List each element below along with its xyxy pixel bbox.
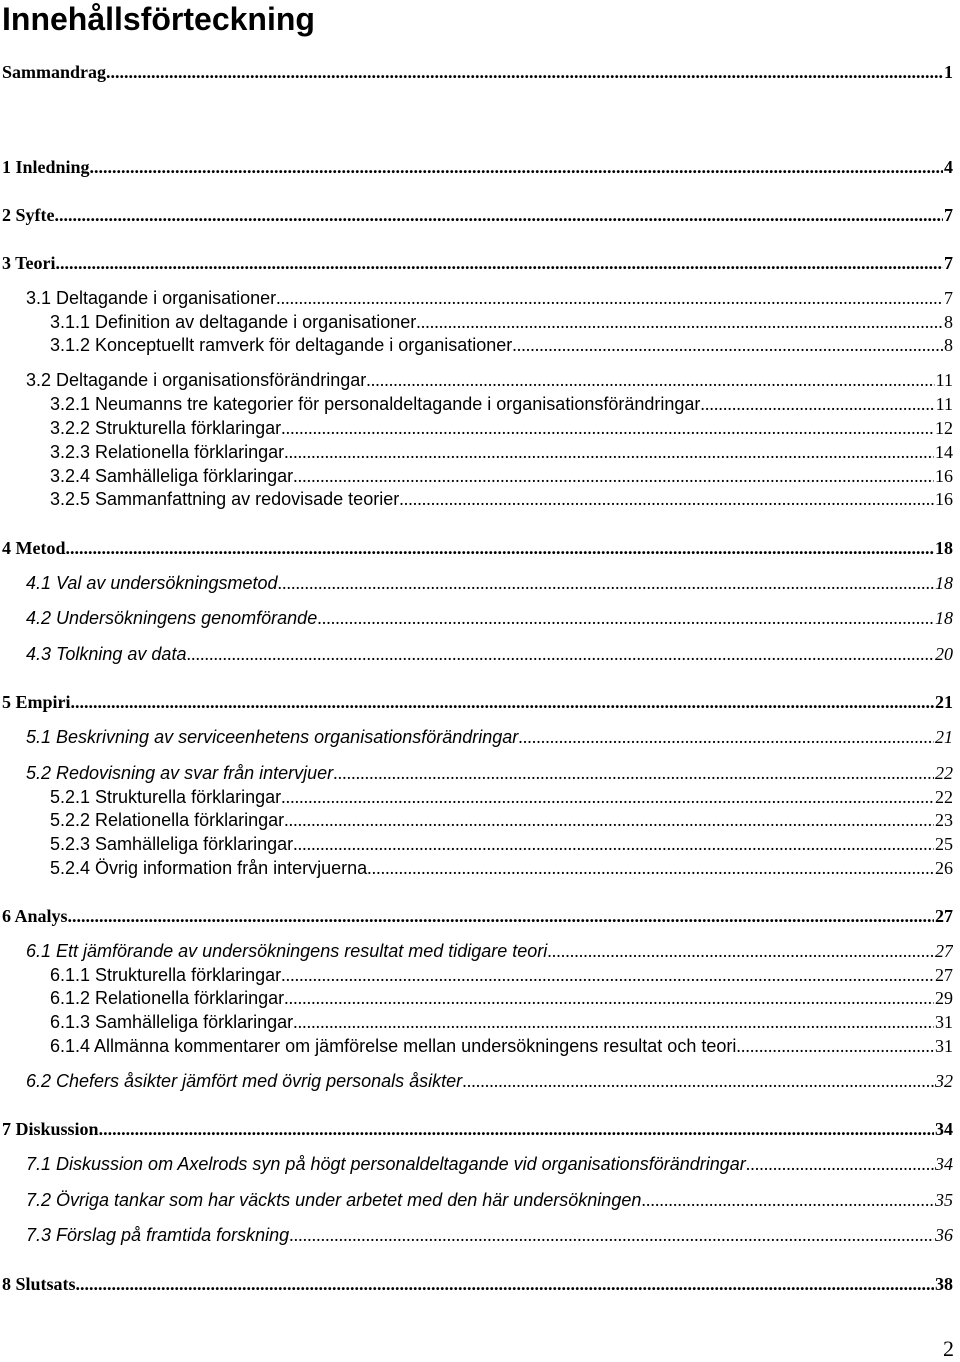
toc-entry-label: 5.2 Redovisning av svar från intervjuer xyxy=(26,763,334,783)
toc-entry[interactable] xyxy=(26,643,953,665)
toc-entry-page: 11 xyxy=(935,394,953,414)
toc-entry-page: 18 xyxy=(935,608,953,628)
toc-entry-label: 2 Syfte xyxy=(2,205,55,225)
toc-entry-page: 1 xyxy=(944,62,953,82)
toc-entry[interactable] xyxy=(26,369,953,391)
toc-entry-label: 3 Teori xyxy=(2,253,56,273)
toc-entry-label: 7 Diskussion xyxy=(2,1119,99,1139)
toc-entry-label: 4.1 Val av undersökningsmetod xyxy=(26,573,278,593)
toc-entry[interactable] xyxy=(26,1189,953,1211)
toc-leader-dots xyxy=(736,1035,934,1057)
toc-entry[interactable] xyxy=(50,1011,953,1033)
toc-entry-label: 3.2 Deltagande i organisationsförändringar xyxy=(26,370,367,390)
toc-entry-label: 5.2.1 Strukturella förklaringar xyxy=(50,787,282,807)
toc-entry[interactable] xyxy=(26,1224,953,1246)
toc-entry[interactable] xyxy=(2,1273,953,1295)
toc-entry[interactable] xyxy=(26,607,953,629)
toc-entry-page: 34 xyxy=(935,1154,953,1174)
toc-entry[interactable] xyxy=(50,465,953,487)
toc-entry-label: 5 Empiri xyxy=(2,692,71,712)
toc-entry-page: 21 xyxy=(935,727,953,747)
toc-entry-label: 3.2.2 Strukturella förklaringar xyxy=(50,418,282,438)
toc-entry[interactable] xyxy=(26,726,953,748)
toc-leader-dots xyxy=(512,334,943,356)
toc-entry[interactable] xyxy=(26,287,953,309)
toc-leader-dots xyxy=(293,465,934,487)
toc-entry[interactable] xyxy=(50,417,953,439)
toc-entry[interactable] xyxy=(50,809,953,831)
toc-leader-dots xyxy=(293,1011,934,1033)
toc-leader-dots xyxy=(56,252,943,274)
toc-entry-label: Sammandrag xyxy=(2,62,107,82)
toc-entry[interactable] xyxy=(26,762,953,784)
toc-entry-page: 38 xyxy=(935,1274,953,1294)
toc-entry-label: 6.1.2 Relationella förklaringar xyxy=(50,988,285,1008)
toc-leader-dots xyxy=(186,643,934,665)
toc-leader-dots xyxy=(746,1153,934,1175)
toc-leader-dots xyxy=(289,1224,934,1246)
toc-leader-dots xyxy=(281,786,934,808)
toc-leader-dots xyxy=(293,833,934,855)
toc-entry-page: 7 xyxy=(944,205,953,225)
toc-leader-dots xyxy=(106,61,943,83)
toc-entry-label: 6.1 Ett jämförande av undersökningens resultat med tidigare teori xyxy=(26,941,548,961)
toc-entry[interactable] xyxy=(2,204,953,226)
toc-entry[interactable] xyxy=(2,156,953,178)
toc-leader-dots xyxy=(55,204,944,226)
toc-entry[interactable] xyxy=(50,441,953,463)
toc-entry-label: 3.2.5 Sammanfattning av redovisade teorier xyxy=(50,489,400,509)
toc-entry-page: 8 xyxy=(944,335,953,355)
toc-leader-dots xyxy=(90,156,943,178)
toc-leader-dots xyxy=(68,905,934,927)
toc-entry-label: 3.2.3 Relationella förklaringar xyxy=(50,442,285,462)
toc-entry-label: 7.2 Övriga tankar som har väckts under arbetet med den här undersökningen xyxy=(26,1190,642,1210)
toc-leader-dots xyxy=(284,809,934,831)
toc-entry-label: 6.1.3 Samhälleliga förklaringar xyxy=(50,1012,294,1032)
toc-entry-page: 36 xyxy=(935,1225,953,1245)
toc-entry-page: 16 xyxy=(935,466,953,486)
toc-entry[interactable] xyxy=(50,1035,953,1057)
toc-entry-page: 20 xyxy=(935,644,953,664)
toc-entry-label: 1 Inledning xyxy=(2,157,90,177)
toc-entry-label: 6.2 Chefers åsikter jämfört med övrig personals åsikter xyxy=(26,1071,463,1091)
toc-entry-page: 22 xyxy=(935,787,953,807)
toc-entry-page: 26 xyxy=(935,858,953,878)
toc-entry-page: 16 xyxy=(935,489,953,509)
toc-leader-dots xyxy=(284,441,934,463)
toc-leader-dots xyxy=(276,287,943,309)
toc-entry[interactable] xyxy=(50,964,953,986)
toc-entry-label: 5.2.2 Relationella förklaringar xyxy=(50,810,285,830)
toc-entry[interactable] xyxy=(50,488,953,510)
toc-entry-page: 27 xyxy=(935,941,953,961)
toc-entry-page: 23 xyxy=(935,810,953,830)
toc-leader-dots xyxy=(76,1273,934,1295)
toc-entry[interactable] xyxy=(50,334,953,356)
toc-entry[interactable] xyxy=(26,572,953,594)
toc-entry[interactable] xyxy=(50,393,953,415)
toc-entry[interactable] xyxy=(50,857,953,879)
toc-entry-page: 8 xyxy=(944,312,953,332)
toc-entry[interactable] xyxy=(50,833,953,855)
toc-leader-dots xyxy=(317,607,934,629)
toc-leader-dots xyxy=(641,1189,934,1211)
toc-leader-dots xyxy=(281,964,934,986)
toc-entry-page: 21 xyxy=(935,692,953,712)
toc-entry-page: 27 xyxy=(935,906,953,926)
toc-entry-page: 7 xyxy=(944,288,953,308)
toc-entry-page: 34 xyxy=(935,1119,953,1139)
toc-entry-page: 31 xyxy=(935,1036,953,1056)
toc-leader-dots xyxy=(547,940,934,962)
toc-entry[interactable] xyxy=(2,691,953,713)
toc-leader-dots xyxy=(367,857,934,879)
toc-entry-label: 5.2.4 Övrig information från intervjuerna xyxy=(50,858,368,878)
toc-entry[interactable] xyxy=(2,252,953,274)
toc-entry[interactable] xyxy=(2,61,953,83)
toc-entry-label: 5.1 Beskrivning av serviceenhetens organisationsförändringar xyxy=(26,727,519,747)
toc-entry-page: 14 xyxy=(935,442,953,462)
toc-entry-label: 7.1 Diskussion om Axelrods syn på högt personaldeltagande vid organisationsförändringar xyxy=(26,1154,746,1174)
toc-entry[interactable] xyxy=(50,987,953,1009)
toc-entry-label: 3.2.1 Neumanns tre kategorier för personaldeltagande i organisationsförändringar xyxy=(50,394,701,414)
toc-entry-label: 3.1.1 Definition av deltagande i organisationer xyxy=(50,312,417,332)
toc-entry-label: 6.1.4 Allmänna kommentarer om jämförelse mellan undersökningens resultat och teori xyxy=(50,1036,737,1056)
toc-entry[interactable] xyxy=(50,786,953,808)
toc-leader-dots xyxy=(399,488,934,510)
toc-leader-dots xyxy=(700,393,934,415)
toc-entry[interactable] xyxy=(2,905,953,927)
toc-entry-page: 27 xyxy=(935,965,953,985)
toc-entry-label: 4 Metod xyxy=(2,538,66,558)
toc-entry-page: 4 xyxy=(944,157,953,177)
toc-leader-dots xyxy=(65,537,934,559)
toc-entry-page: 18 xyxy=(935,573,953,593)
toc-leader-dots xyxy=(71,691,934,713)
toc-entry-page: 18 xyxy=(935,538,953,558)
toc-leader-dots xyxy=(462,1070,934,1092)
page-title: Innehållsförteckning xyxy=(2,1,315,37)
toc-entry-page: 7 xyxy=(944,253,953,273)
toc-entry-page: 32 xyxy=(935,1071,953,1091)
page-number: 2 xyxy=(943,1336,954,1361)
toc-leader-dots xyxy=(278,572,935,594)
toc-entry[interactable] xyxy=(50,311,953,333)
toc-entry-label: 7.3 Förslag på framtida forskning xyxy=(26,1225,290,1245)
toc-entry-page: 35 xyxy=(935,1190,953,1210)
toc-entry[interactable] xyxy=(26,940,953,962)
toc-leader-dots xyxy=(333,762,934,784)
toc-entry-label: 5.2.3 Samhälleliga förklaringar xyxy=(50,834,294,854)
toc-entry-page: 11 xyxy=(935,370,953,390)
toc-entry-page: 31 xyxy=(935,1012,953,1032)
toc-leader-dots xyxy=(281,417,934,439)
toc-leader-dots xyxy=(518,726,934,748)
toc-entry[interactable] xyxy=(26,1070,953,1092)
toc-entry[interactable] xyxy=(2,1118,953,1140)
toc-entry-page: 22 xyxy=(935,763,953,783)
toc-entry-label: 4.2 Undersökningens genomförande xyxy=(26,608,318,628)
toc-entry[interactable] xyxy=(2,537,953,559)
toc-entry-page: 12 xyxy=(935,418,953,438)
toc-entry-label: 3.1.2 Konceptuellt ramverk för deltagande i organisationer xyxy=(50,335,513,355)
toc-leader-dots xyxy=(366,369,934,391)
toc-entry-page: 29 xyxy=(935,988,953,1008)
toc-entry-label: 4.3 Tolkning av data xyxy=(26,644,187,664)
toc-entry-label: 6 Analys xyxy=(2,906,68,926)
toc-leader-dots xyxy=(284,987,934,1009)
toc-entry-label: 8 Slutsats xyxy=(2,1274,76,1294)
toc-entry[interactable] xyxy=(26,1153,953,1175)
toc-leader-dots xyxy=(416,311,943,333)
toc-entry-label: 3.2.4 Samhälleliga förklaringar xyxy=(50,466,294,486)
toc-entry-label: 6.1.1 Strukturella förklaringar xyxy=(50,965,282,985)
toc-leader-dots xyxy=(99,1118,934,1140)
toc-entry-label: 3.1 Deltagande i organisationer xyxy=(26,288,277,308)
toc-entry-page: 25 xyxy=(935,834,953,854)
